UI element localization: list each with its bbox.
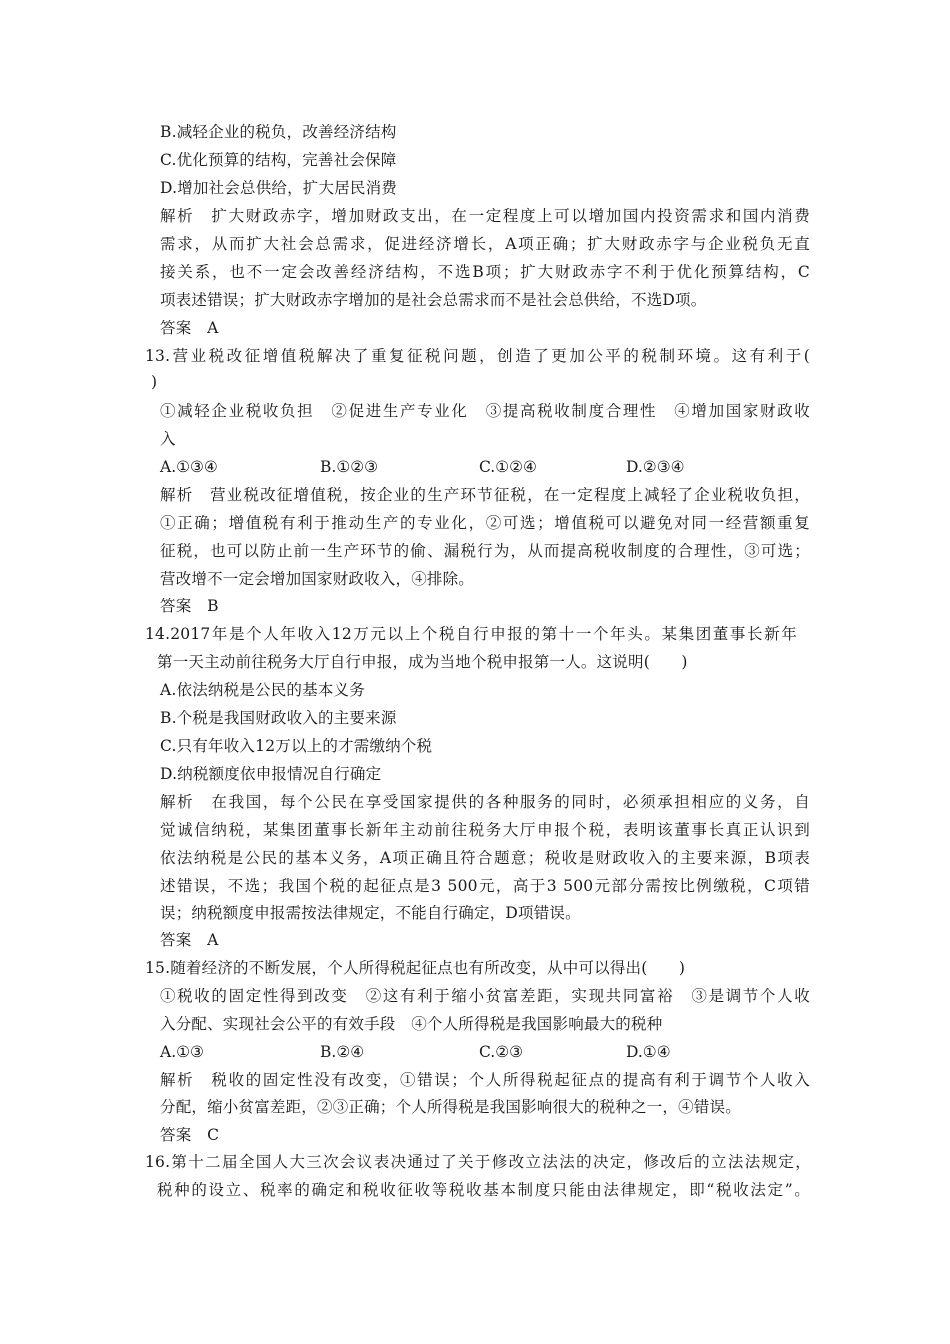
q14-analysis-line: 误；纳税额度申报需按法律规定，不能自行确定，D项错误。 [160, 904, 581, 922]
q13-stem: ) [151, 373, 158, 391]
q14-option-a: A.依法纳税是公民的基本义务 [160, 681, 365, 699]
q14-answer: 答案 A [160, 931, 219, 949]
q13-option-b: B.①②③ [320, 458, 379, 476]
q16-stem: 税种的设立、税率的确定和税收征收等税收基本制度只能由法律规定，即“税收法定”。 [157, 1181, 810, 1199]
q12-analysis-line: 接关系，也不一定会改善经济结构，不选B项；扩大财政赤字不利于优化预算结构，C [160, 263, 810, 281]
q12-option-d: D.增加社会总供给，扩大居民消费 [160, 179, 398, 197]
q12-answer: 答案 A [160, 319, 219, 337]
q13-analysis-line: 征税，也可以防止前一生产环节的偷、漏税行为，从而提高税收制度的合理性，③可选； [160, 542, 810, 560]
q15-statements: 入分配、实现社会公平的有效手段 ④个人所得税是我国影响最大的税种 [160, 1015, 663, 1033]
q14-analysis-line: 觉诚信纳税，某集团董事长新年主动前往税务大厅申报个税，表明该董事长真正认识到 [160, 821, 810, 839]
q13-option-c: C.①②④ [479, 458, 537, 476]
q13-answer: 答案 B [160, 597, 219, 615]
q13-option-d: D.②③④ [626, 458, 685, 476]
q12-analysis-line: 解析 扩大财政赤字，增加财政支出，在一定程度上可以增加国内投资需求和国内消费 [160, 207, 810, 225]
q13-option-a: A.①③④ [160, 458, 218, 476]
q15-option-d: D.①④ [626, 1043, 671, 1061]
q16-stem: 16.第十二届全国人大三次会议表决通过了关于修改立法法的决定，修改后的立法法规定， [145, 1153, 811, 1171]
q14-stem: 14.2017年是个人年收入12万元以上个税自行申报的第十一个年头。某集团董事长新年 [145, 625, 797, 643]
q15-stem: 15.随着经济的不断发展，个人所得税起征点也有所改变，从中可以得出( ) [145, 959, 686, 977]
q15-option-a: A.①③ [160, 1043, 204, 1061]
q12-analysis-line: 需求，从而扩大社会总需求，促进经济增长，A项正确；扩大财政赤字与企业税负无直 [160, 235, 810, 253]
q14-option-d: D.纳税额度依申报情况自行确定 [160, 765, 382, 783]
q14-option-c: C.只有年收入12万以上的才需缴纳个税 [160, 737, 433, 755]
q14-stem: 第一天主动前往税务大厅自行申报，成为当地个税申报第一人。这说明( ) [157, 653, 688, 671]
q15-option-b: B.②④ [320, 1043, 365, 1061]
q12-option-b: B.减轻企业的税负，改善经济结构 [160, 123, 397, 141]
q15-analysis-line: 解析 税收的固定性没有改变，①错误；个人所得税起征点的提高有利于调节个人收入 [160, 1071, 810, 1089]
q13-analysis-line: 营改增不一定会增加国家财政收入，④排除。 [160, 570, 475, 588]
q12-analysis-line: 项表述错误；扩大财政赤字增加的是社会总需求而不是社会总供给，不选D项。 [160, 291, 707, 309]
q13-statements: ①减轻企业税收负担 ②促进生产专业化 ③提高税收制度合理性 ④增加国家财政收 [160, 402, 810, 420]
q14-option-b: B.个税是我国财政收入的主要来源 [160, 709, 397, 727]
q15-analysis-line: 分配，缩小贫富差距，②③正确；个人所得税是我国影响很大的税种之一，④错误。 [160, 1098, 741, 1116]
q13-stem: 13.营业税改征增值税解决了重复征税问题，创造了更加公平的税制环境。这有利于( [145, 347, 810, 365]
q13-analysis-line: 解析 营业税改征增值税，按企业的生产环节征税，在一定程度上减轻了企业税收负担， [160, 486, 810, 504]
q12-option-c: C.优化预算的结构，完善社会保障 [160, 151, 397, 169]
q15-answer: 答案 C [160, 1126, 220, 1144]
q15-option-c: C.②③ [479, 1043, 524, 1061]
q13-analysis-line: ①正确；增值税有利于推动生产的专业化，②可选；增值税可以避免对同一经营额重复 [160, 514, 810, 532]
q14-analysis-line: 述错误，不选；我国个税的起征点是3 500元，高于3 500元部分需按比例缴税，C项错 [160, 877, 810, 895]
q14-analysis-line: 解析 在我国，每个公民在享受国家提供的各种服务的同时，必须承担相应的义务，自 [160, 793, 810, 811]
q15-statements: ①税收的固定性得到改变 ②这有利于缩小贫富差距，实现共同富裕 ③是调节个人收 [160, 987, 810, 1005]
q14-analysis-line: 依法纳税是公民的基本义务，A项正确且符合题意；税收是财政收入的主要来源，B项表 [160, 849, 810, 867]
q13-statements: 入 [160, 430, 176, 448]
